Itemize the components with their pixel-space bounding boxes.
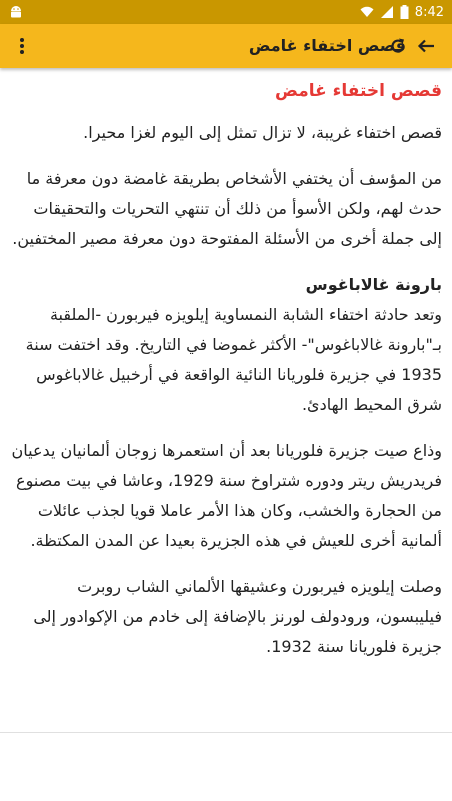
signal-icon xyxy=(380,5,394,19)
arrow-back-icon xyxy=(416,36,436,56)
article-paragraph-1: من المؤسف أن يختفي الأشخاص بطريقة غامضة دون معرفة ما حدث لهم، ولكن الأسوأ من ذلك أن تنتهي التحريات والتحقيقات إلى جملة أخرى من الأسئلة المفتوحة دون معرفة مصير المختفين. xyxy=(12,169,442,248)
battery-icon xyxy=(400,5,409,19)
status-bar xyxy=(0,0,452,24)
status-time: 8:42 xyxy=(414,4,444,20)
menu-button[interactable] xyxy=(0,24,44,68)
article-title: قصص اختفاء غامض xyxy=(275,81,442,101)
article-paragraph-3: وذاع صيت جزيرة فلوريانا بعد أن استعمرها زوجان ألمانيان يدعيان فريدريش ريتر ودوره شتراوخ سنة 1929، وعاشا في بيت مصنوع من الحجارة والخشب، وكان هذا الأمر عاملا قويا لجذب عائلات ألمانية أخرى للعيش في هذه الجزيرة بعيدا عن المدن المكتظة. xyxy=(11,441,442,550)
section-heading: بارونة غالاباغوس xyxy=(305,275,442,294)
app-toolbar xyxy=(0,24,452,68)
back-button[interactable] xyxy=(404,24,448,68)
article-content[interactable] xyxy=(0,68,452,732)
article-paragraph-4: وصلت إيلويزه فيربورن وعشيقها الألماني الشاب روبرت فيليبسون، ورودولف لورنز بالإضافة إلى خادم من الإكوادور إلى جزيرة فلوريانا سنة 1932. xyxy=(33,577,442,656)
article-paragraph-2: وتعد حادثة اختفاء الشابة النمساوية إيلويزه فيربورن -الملقبة بـ"بارونة غالاباغوس"- الأكثر غموضا في التاريخ. وقد اختفت سنة 1935 في جزيرة فلوريانا النائية الواقعة في أرخبيل غالاباغوس شرق المحيط الهادئ. xyxy=(25,305,442,414)
wifi-icon xyxy=(360,5,374,19)
bottom-area xyxy=(0,732,452,801)
article-intro: قصص اختفاء غريبة، لا تزال تمثل إلى اليوم لغزا محيرا. xyxy=(83,123,442,142)
toolbar-title: قصص اختفاء غامض xyxy=(248,36,406,55)
android-icon xyxy=(8,4,24,20)
more-vert-icon xyxy=(12,36,32,56)
